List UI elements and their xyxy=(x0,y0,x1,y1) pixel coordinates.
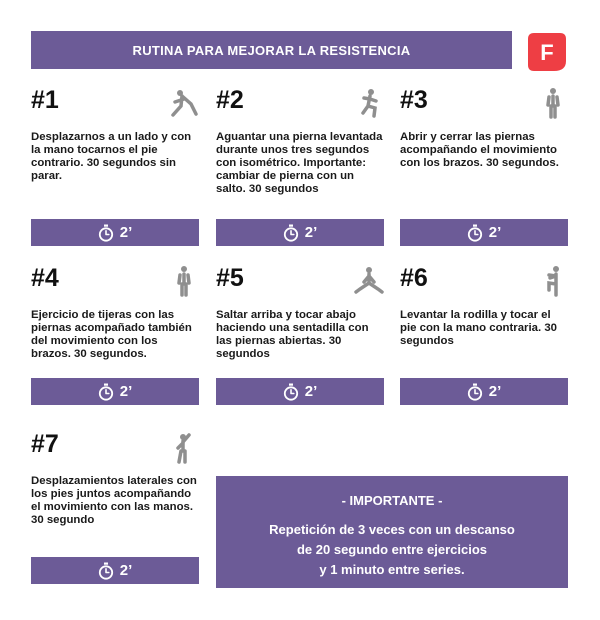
stopwatch-icon xyxy=(98,383,114,401)
timer-badge xyxy=(216,378,384,405)
stopwatch-icon xyxy=(283,383,299,401)
arm-raise-icon xyxy=(169,430,199,464)
exercise-description: Desplazamientos laterales con los pies juntos acompañando el movimiento con las manos. 30 segundo xyxy=(31,475,197,526)
important-body xyxy=(216,520,568,580)
important-line: de 20 segundo entre ejercicios xyxy=(296,542,488,557)
important-notice xyxy=(216,476,568,588)
exercise-description: Desplazarnos a un lado y con la mano tocarnos el pie contrario. 30 segundos sin parar. xyxy=(31,131,192,182)
exercise-number: #7 xyxy=(31,430,59,458)
stopwatch-icon xyxy=(467,224,483,242)
exercise-number: #4 xyxy=(31,264,59,292)
exercise-number: #1 xyxy=(31,86,59,114)
exercise-number: #6 xyxy=(400,264,428,292)
page-title: RUTINA PARA MEJORAR LA RESISTENCIA xyxy=(132,42,411,58)
exercise-number: #3 xyxy=(400,86,428,114)
stopwatch-icon xyxy=(283,224,299,242)
exercise-description: Abrir y cerrar las piernas acompañando el movimiento con los brazos. 30 segundos. xyxy=(400,131,559,169)
timer-duration: 2’ xyxy=(488,224,502,241)
brand-logo xyxy=(526,31,568,73)
squat-figure-icon xyxy=(354,264,384,298)
important-title: - IMPORTANTE - xyxy=(341,493,443,508)
timer-duration: 2’ xyxy=(119,224,133,241)
timer-badge xyxy=(400,219,568,246)
exercise-number: #2 xyxy=(216,86,244,114)
timer-badge xyxy=(31,557,199,584)
timer-badge xyxy=(31,378,199,405)
exercise-number: #5 xyxy=(216,264,244,292)
knee-raise-icon xyxy=(538,264,568,298)
logo-letter: F xyxy=(540,40,554,65)
exercise-description: Ejercicio de tijeras con las piernas acompañado también del movimiento con los brazos. 30 segundos. xyxy=(31,309,192,360)
timer-duration: 2’ xyxy=(304,383,318,400)
stopwatch-icon xyxy=(98,224,114,242)
exercise-description: Saltar arriba y tocar abajo haciendo una sentadilla con las piernas abiertas. 30 segundos xyxy=(216,309,369,360)
standing-figure-icon xyxy=(538,86,568,120)
timer-duration: 2’ xyxy=(119,383,133,400)
stopwatch-icon xyxy=(98,562,114,580)
header-banner xyxy=(31,31,512,69)
timer-duration: 2’ xyxy=(304,224,318,241)
exercise-description: Aguantar una pierna levantada durante unos tres segundos con isométrico. Importante: cambiar de pierna con un salto. 30 segundos xyxy=(216,131,383,195)
lunge-stretch-icon xyxy=(169,86,199,120)
important-line: Repetición de 3 veces con un descanso xyxy=(269,522,515,537)
timer-badge xyxy=(31,219,199,246)
jumping-figure-icon xyxy=(354,86,384,120)
stopwatch-icon xyxy=(467,383,483,401)
timer-duration: 2’ xyxy=(488,383,502,400)
timer-badge xyxy=(400,378,568,405)
exercise-description: Levantar la rodilla y tocar el pie con la mano contraria. 30 segundos xyxy=(400,309,557,347)
important-line: y 1 minuto entre series. xyxy=(319,562,465,577)
timer-duration: 2’ xyxy=(119,562,133,579)
standing-figure-icon xyxy=(169,264,199,298)
timer-badge xyxy=(216,219,384,246)
